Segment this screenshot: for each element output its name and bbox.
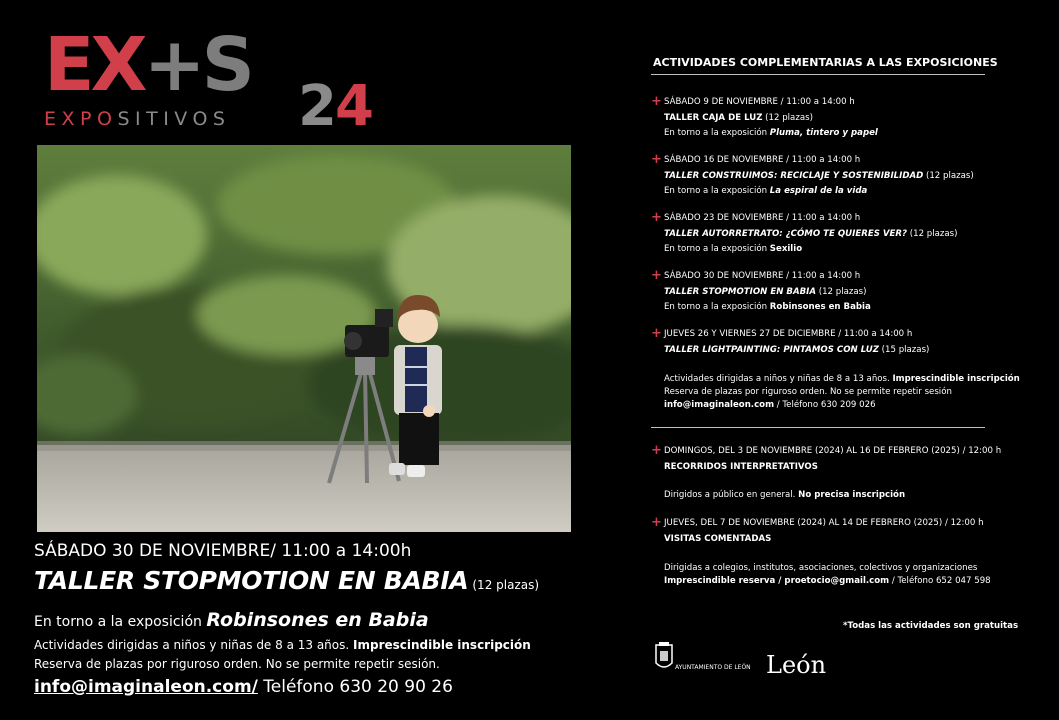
activity-date: SÁBADO 23 DE NOVIEMBRE / 11:00 a 14:00 h: [664, 213, 861, 223]
tour-date: DOMINGOS, DEL 3 DE NOVIEMBRE (2024) AL 16 DE FEBRERO (2025) / 12:00 h: [664, 446, 1002, 456]
event-title-text: TALLER STOPMOTION EN BABIA: [34, 566, 469, 595]
event-contact: [34, 677, 453, 697]
activity-date: SÁBADO 9 DE NOVIEMBRE / 11:00 a 14:00 h: [664, 97, 855, 107]
event-reservation: Reserva de plazas por riguroso orden. No se permite repetir sesión.: [34, 657, 440, 671]
event-title: [34, 566, 539, 595]
activity-date: SÁBADO 30 DE NOVIEMBRE / 11:00 a 14:00 h: [664, 271, 861, 281]
activity-exhibition: En torno a la exposición Robinsones en Babia: [664, 302, 871, 312]
tour-info: Dirigidos a público en general. No precisa inscripción: [664, 490, 906, 500]
visit-audience: Dirigidas a colegios, institutos, asociaciones, colectivos y organizaciones: [664, 563, 978, 573]
activity-title: TALLER CONSTRUIMOS: RECICLAJE Y SOSTENIBILIDAD (12 plazas): [664, 170, 974, 181]
activity-item: [651, 269, 871, 316]
exhibition-name: Robinsones en Babia: [206, 609, 429, 631]
tour-title: RECORRIDOS INTERPRETATIVOS: [664, 461, 818, 472]
logo-sub-b: SITIVOS: [117, 108, 231, 130]
playmobil-photographer-photo: [37, 145, 571, 532]
plus-icon: +: [651, 210, 662, 225]
activity-date: SÁBADO 16 DE NOVIEMBRE / 11:00 a 14:00 h: [664, 155, 861, 165]
activity-item: [651, 95, 878, 142]
logo-plus: +: [143, 22, 202, 108]
tour-item: [651, 444, 1001, 475]
plus-icon: +: [651, 268, 662, 283]
contact-email-link[interactable]: info@imaginaleon.com/: [34, 677, 258, 697]
activity-date: JUEVES 26 Y VIERNES 27 DE DICIEMBRE / 11:00 a 14:00 h: [664, 329, 913, 339]
workshop-info: [664, 373, 1020, 412]
visit-title: VISITAS COMENTADAS: [664, 533, 772, 544]
event-exhibition: [34, 609, 429, 631]
workshop-contact: info@imaginaleon.com / Teléfono 630 209 026: [664, 400, 876, 410]
exposiciones-logo: [44, 22, 384, 139]
logo-sub-a: EXPO: [44, 108, 118, 130]
heading-divider: [651, 74, 985, 75]
activity-item: [651, 211, 957, 258]
logo-wordmark: [44, 22, 251, 108]
visit-info: [664, 562, 991, 588]
ayuntamiento-crest-icon: [654, 641, 748, 677]
activity-title: TALLER AUTORRETRATO: ¿CÓMO TE QUIERES VER? (12 plazas): [664, 228, 958, 239]
activities-heading: ACTIVIDADES COMPLEMENTARIAS A LAS EXPOSICIONES: [653, 56, 998, 69]
visit-item: [651, 516, 984, 547]
plus-icon: +: [651, 515, 662, 530]
audience-text: Actividades dirigidas a niños y niñas de 8 a 13 años.: [34, 638, 354, 652]
ayuntamiento-label: AYUNTAMIENTO DE LEÓN: [675, 664, 751, 671]
visit-contact: Imprescindible reserva / proetocio@gmail.com / Teléfono 652 047 598: [664, 576, 991, 586]
activity-title: TALLER LIGHTPAINTING: PINTAMOS CON LUZ (15 plazas): [664, 344, 930, 355]
activity-exhibition: En torno a la exposición La espiral de la vida: [664, 186, 868, 196]
logo-year: [298, 74, 372, 139]
exhibition-prefix: En torno a la exposición: [34, 614, 207, 630]
plus-icon: +: [651, 94, 662, 109]
event-seats: (12 plazas): [472, 578, 540, 592]
workshop-audience: Actividades dirigidas a niños y niñas de 8 a 13 años. Imprescindible inscripción: [664, 374, 1020, 384]
activity-item: [651, 153, 974, 200]
logo-year-4: 4: [334, 74, 372, 139]
logo-year-2: 2: [298, 74, 335, 139]
logo-ex: EX: [44, 22, 144, 108]
activity-item: [651, 327, 929, 358]
plus-icon: +: [651, 443, 662, 458]
event-audience: [34, 638, 531, 652]
event-date: SÁBADO 30 DE NOVIEMBRE/ 11:00 a 14:00h: [34, 541, 412, 561]
visit-date: JUEVES, DEL 7 DE NOVIEMBRE (2024) AL 14 DE FEBRERO (2025) / 12:00 h: [664, 518, 984, 528]
plus-icon: +: [651, 152, 662, 167]
leon-logo: León: [766, 651, 827, 679]
logo-s: S: [201, 22, 251, 108]
activity-exhibition: En torno a la exposición Sexilio: [664, 244, 803, 254]
activity-exhibition: En torno a la exposición Pluma, tintero y papel: [664, 128, 878, 138]
photo-illustration: [37, 145, 571, 532]
contact-phone: Teléfono 630 20 90 26: [257, 677, 453, 697]
plus-icon: +: [651, 326, 662, 341]
activity-title: TALLER STOPMOTION EN BABIA (12 plazas): [664, 286, 867, 297]
section-divider: [651, 427, 985, 428]
activity-title: TALLER CAJA DE LUZ (12 plazas): [664, 112, 813, 123]
registration-required: Imprescindible inscripción: [353, 638, 531, 652]
workshop-reservation: Reserva de plazas por riguroso orden. No se permite repetir sesión: [664, 387, 952, 397]
free-note: *Todas las actividades son gratuitas: [843, 621, 1019, 631]
logo-subtitle: [44, 108, 231, 130]
